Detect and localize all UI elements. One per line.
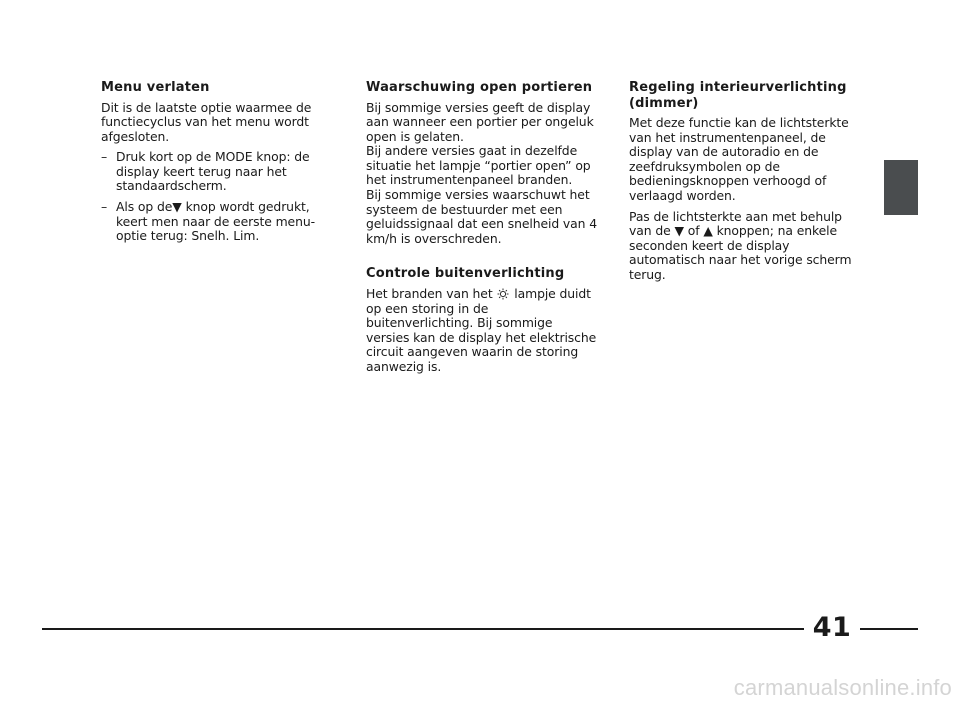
page-number: 41 [812, 612, 852, 643]
heading-waarschuwing-open-portieren: Waarschuwing open portieren [366, 80, 593, 95]
down-arrow-icon: ▼ [674, 223, 684, 239]
column-interieurverlichting [629, 80, 861, 289]
dash-bullet: – [101, 199, 108, 215]
paragraph-dimmer-adjust [629, 210, 861, 283]
heading-regeling-interieurverlichting: Regeling interieurverlichting (dimmer) [629, 80, 847, 111]
list-item-down-button [101, 200, 333, 244]
watermark: carmanualsonline.info [733, 675, 952, 700]
chapter-side-tab [884, 160, 918, 215]
paragraph-text: knoppen; na enkele seconden keert de display automatisch naar het vorige scherm terug. [629, 223, 852, 282]
paragraph-menu-intro: Dit is de laatste optie waarmee de functiecyclus van het menu wordt afgesloten. [101, 99, 312, 144]
paragraph-text-before: Het branden van het [366, 285, 497, 301]
column-portieren-verlichting [366, 80, 598, 381]
up-arrow-icon: ▲ [703, 223, 713, 239]
paragraph-text: Pas de lichtsterkte aan met behulp van de [629, 208, 842, 239]
paragraph-line: Bij andere versies gaat in dezelfde situatie het lampje “portier open” op het instrumentenpaneel branden. [366, 143, 591, 188]
list-item-text-after: knop wordt gedrukt, keert men naar de eerste menu-optie terug: Snelh. Lim. [116, 199, 315, 244]
paragraph-text: of [683, 223, 704, 239]
exterior-light-lamp-icon [497, 288, 509, 300]
dash-bullet: – [101, 149, 108, 165]
footer-rule-left [42, 628, 804, 630]
column-menu-verlaten [101, 80, 333, 250]
list-item-text-before: Als op de [116, 199, 173, 215]
paragraph-text-after: lampje duidt op een storing in de buitenverlichting. Bij sommige versies kan de display het elektrische circuit aangeven waarin de storing aanwezig is. [366, 285, 597, 374]
down-arrow-icon: ▼ [172, 199, 182, 215]
paragraph-open-portieren [366, 101, 598, 247]
heading-controle-buitenverlichting: Controle buitenverlichting [366, 266, 565, 282]
paragraph-buitenverlichting [366, 287, 598, 375]
footer-rule-right [860, 628, 918, 630]
section-spacer [366, 252, 598, 266]
paragraph-line: Bij sommige versies geeft de display aan wanneer een portier per ongeluk open is gelaten. [366, 99, 594, 144]
list-item-mode-button [101, 150, 333, 194]
paragraph-line: Bij sommige versies waarschuwt het systeem de bestuurder met een geluidssignaal dat een snelheid van 4 km/h is overschreden. [366, 187, 598, 246]
paragraph-dimmer-function: Met deze functie kan de lichtsterkte van het instrumentenpaneel, de display van de autoradio en de zeefdruksymbolen op de bedieningsknoppen verhoogd of verlaagd worden. [629, 115, 849, 203]
heading-menu-verlaten: Menu verlaten [101, 80, 210, 95]
list-item-text: Druk kort op de MODE knop: de display keert terug naar het standaardscherm. [116, 149, 310, 194]
